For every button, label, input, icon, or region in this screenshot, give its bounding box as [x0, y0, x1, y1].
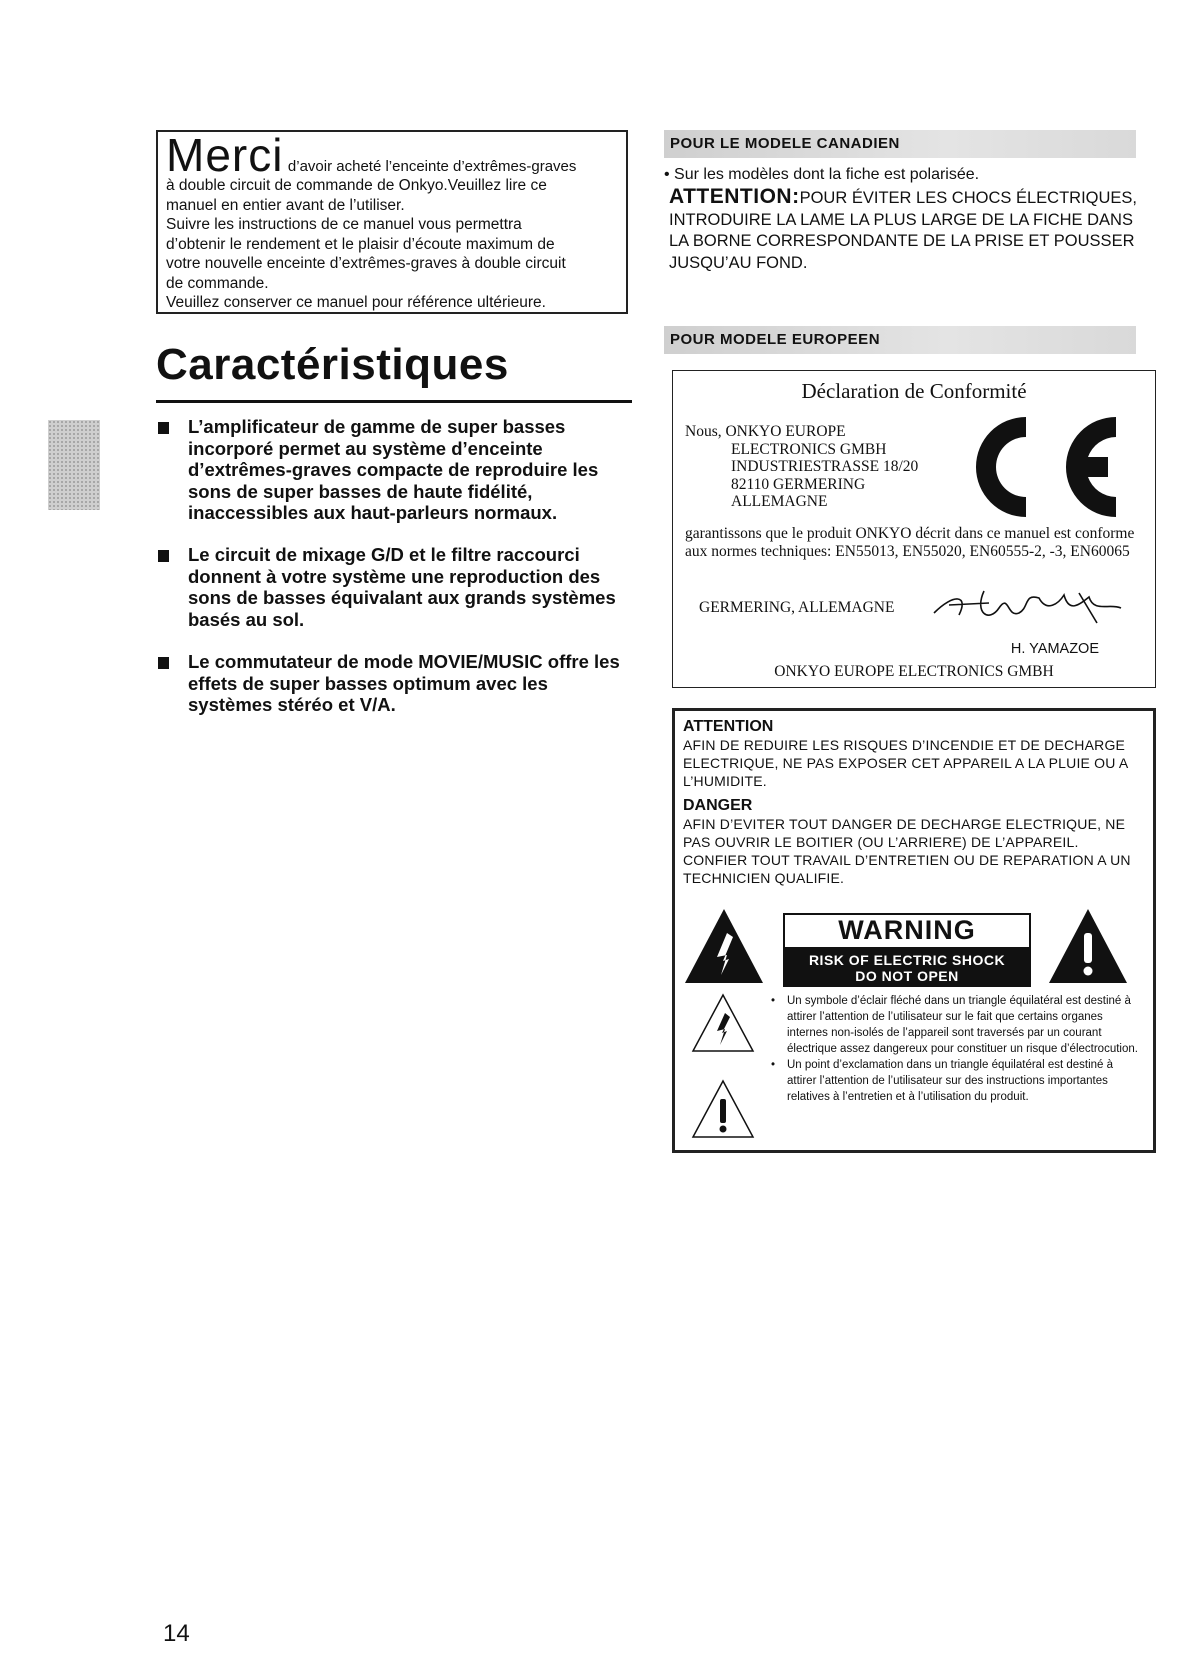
ce-mark-icon — [948, 409, 1123, 525]
symbol-explanation-item — [765, 1057, 1141, 1105]
address-line: ELECTRONICS GMBH — [731, 440, 887, 458]
address-line: ALLEMAGNE — [731, 493, 828, 510]
bullet-dot-icon: • — [771, 995, 776, 1007]
address-line: 82110 GERMERING — [731, 475, 866, 493]
merci-heading: Merci — [166, 129, 284, 181]
address-line: Nous, ONKYO EUROPE — [685, 423, 846, 440]
address-line: INDUSTRIESTRASSE 18/20 — [731, 458, 919, 475]
page-number: 14 — [163, 1620, 190, 1647]
attention-heading: ATTENTION — [683, 718, 774, 735]
declaration-box — [672, 370, 1156, 688]
lightning-warning-icon — [683, 907, 765, 985]
feature-item — [158, 544, 634, 630]
merci-line: d’obtenir le rendement et le plaisir d’écoute maximum de — [166, 235, 555, 253]
warning-label — [783, 913, 1031, 987]
symbol-explanation-text: Un symbole d’éclair fléché dans un triangle équilatéral est destiné à attirer l’attention de l’utilisateur sur le fait que certains organes internes non-isolés de l’appareil sont traversés par un courant électrique assez dangereux pour constituer un risque d’électrocution. — [787, 995, 1138, 1055]
declaration-title: Déclaration de Conformité — [801, 379, 1027, 403]
feature-text: L’amplificateur de gamme de super basses incorporé permet au système d’enceinte d’extrêmes-graves compacte de reproduire les sons de super basses de haute fidélité, inaccessibles aux haut-parleurs normaux. — [188, 416, 599, 523]
attention-body: AFIN DE REDUIRE LES RISQUES D’INCENDIE ET DE DECHARGE ELECTRIQUE, NE PAS EXPOSER CET APPAREIL A LA PLUIE OU A L’HUMIDITE. — [683, 737, 1128, 789]
merci-first-line: d’avoir acheté l’enceinte d’extrêmes-graves — [287, 158, 577, 175]
warning-title: WARNING — [783, 913, 1031, 949]
feature-text: Le commutateur de mode MOVIE/MUSIC offre les effets de super basses optimum avec les systèmes stéréo et V/A. — [188, 651, 620, 715]
canada-attention — [669, 186, 1139, 274]
feature-text: Le circuit de mixage G/D et le filtre raccourci donnent à votre système une reproduction des sons de basses équivalant aux grands systèmes basés au sol. — [188, 544, 616, 630]
features-title: Caractéristiques — [156, 340, 509, 389]
square-bullet-icon — [158, 422, 169, 434]
conformity-statement: garantissons que le produit ONKYO décrit dans ce manuel est conforme aux normes techniques: EN55013, EN55020, EN60555-2, -3, EN60065 — [685, 525, 1135, 560]
danger-heading: DANGER — [683, 797, 753, 814]
merci-intro-box — [156, 130, 628, 314]
feature-item — [158, 651, 634, 716]
merci-line: manuel en entier avant de l’utiliser. — [166, 196, 405, 214]
exclamation-warning-icon — [1047, 907, 1129, 985]
symbol-explanation-text: Un point d’exclamation dans un triangle équilatéral est destiné à attirer l’attention de l’utilisateur sur des instructions importantes relatives à l’entretien et à l’utilisation du produit. — [787, 1059, 1114, 1103]
signature-place: GERMERING, ALLEMAGNE — [699, 599, 895, 616]
warning-subtitle — [783, 949, 1031, 987]
safety-warning-box — [672, 708, 1156, 1153]
section-tab-marker — [48, 420, 100, 510]
attention-text: POUR ÉVITER LES CHOCS ÉLECTRIQUES, INTRODUIRE LA LAME LA PLUS LARGE DE LA FICHE DANS LA BORNE CORRESPONDANTE DE LA PRISE ET POUSSER JUSQU’AU FOND. — [669, 189, 1137, 272]
warning-sub-line: RISK OF ELECTRIC SHOCK — [808, 952, 1006, 968]
declaration-address — [685, 423, 918, 511]
merci-line: Veuillez conserver ce manuel pour référence ultérieure. — [166, 294, 546, 311]
feature-item — [158, 416, 634, 524]
bullet-dot-icon: • — [771, 1059, 776, 1071]
merci-line: de commande. — [166, 274, 269, 292]
signature-image — [929, 583, 1124, 633]
europe-header: POUR MODELE EUROPEEN — [664, 326, 1136, 354]
merci-line: à double circuit de commande de Onkyo.Veuillez lire ce — [166, 177, 547, 194]
square-bullet-icon — [158, 657, 169, 669]
canada-bullet: • Sur les modèles dont la fiche est polarisée. — [664, 166, 980, 183]
merci-line: Suivre les instructions de ce manuel vous permettra — [166, 216, 522, 233]
merci-line: votre nouvelle enceinte d’extrêmes-graves à double circuit — [166, 255, 566, 272]
signer-company: ONKYO EUROPE ELECTRONICS GMBH — [774, 663, 1054, 680]
symbol-explanation-item — [765, 993, 1141, 1057]
title-underline — [156, 400, 632, 403]
exclamation-triangle-icon — [691, 1079, 755, 1139]
lightning-triangle-icon — [691, 993, 755, 1053]
signer-name: H. YAMAZOE — [1010, 641, 1099, 657]
danger-body: AFIN D’EVITER TOUT DANGER DE DECHARGE ELECTRIQUE, NE PAS OUVRIR LE BOITIER (OU L’ARRIERE) DE L’APPAREIL. CONFIER TOUT TRAVAIL D’ENTRETIEN OU DE REPARATION A UN TECHNICIEN QUALIFIE. — [683, 816, 1131, 886]
symbol-explanations — [765, 993, 1141, 1105]
canada-header: POUR LE MODELE CANADIEN — [664, 130, 1136, 158]
warning-sub-line: DO NOT OPEN — [855, 968, 959, 984]
attention-label: ATTENTION: — [669, 185, 800, 208]
square-bullet-icon — [158, 550, 169, 562]
